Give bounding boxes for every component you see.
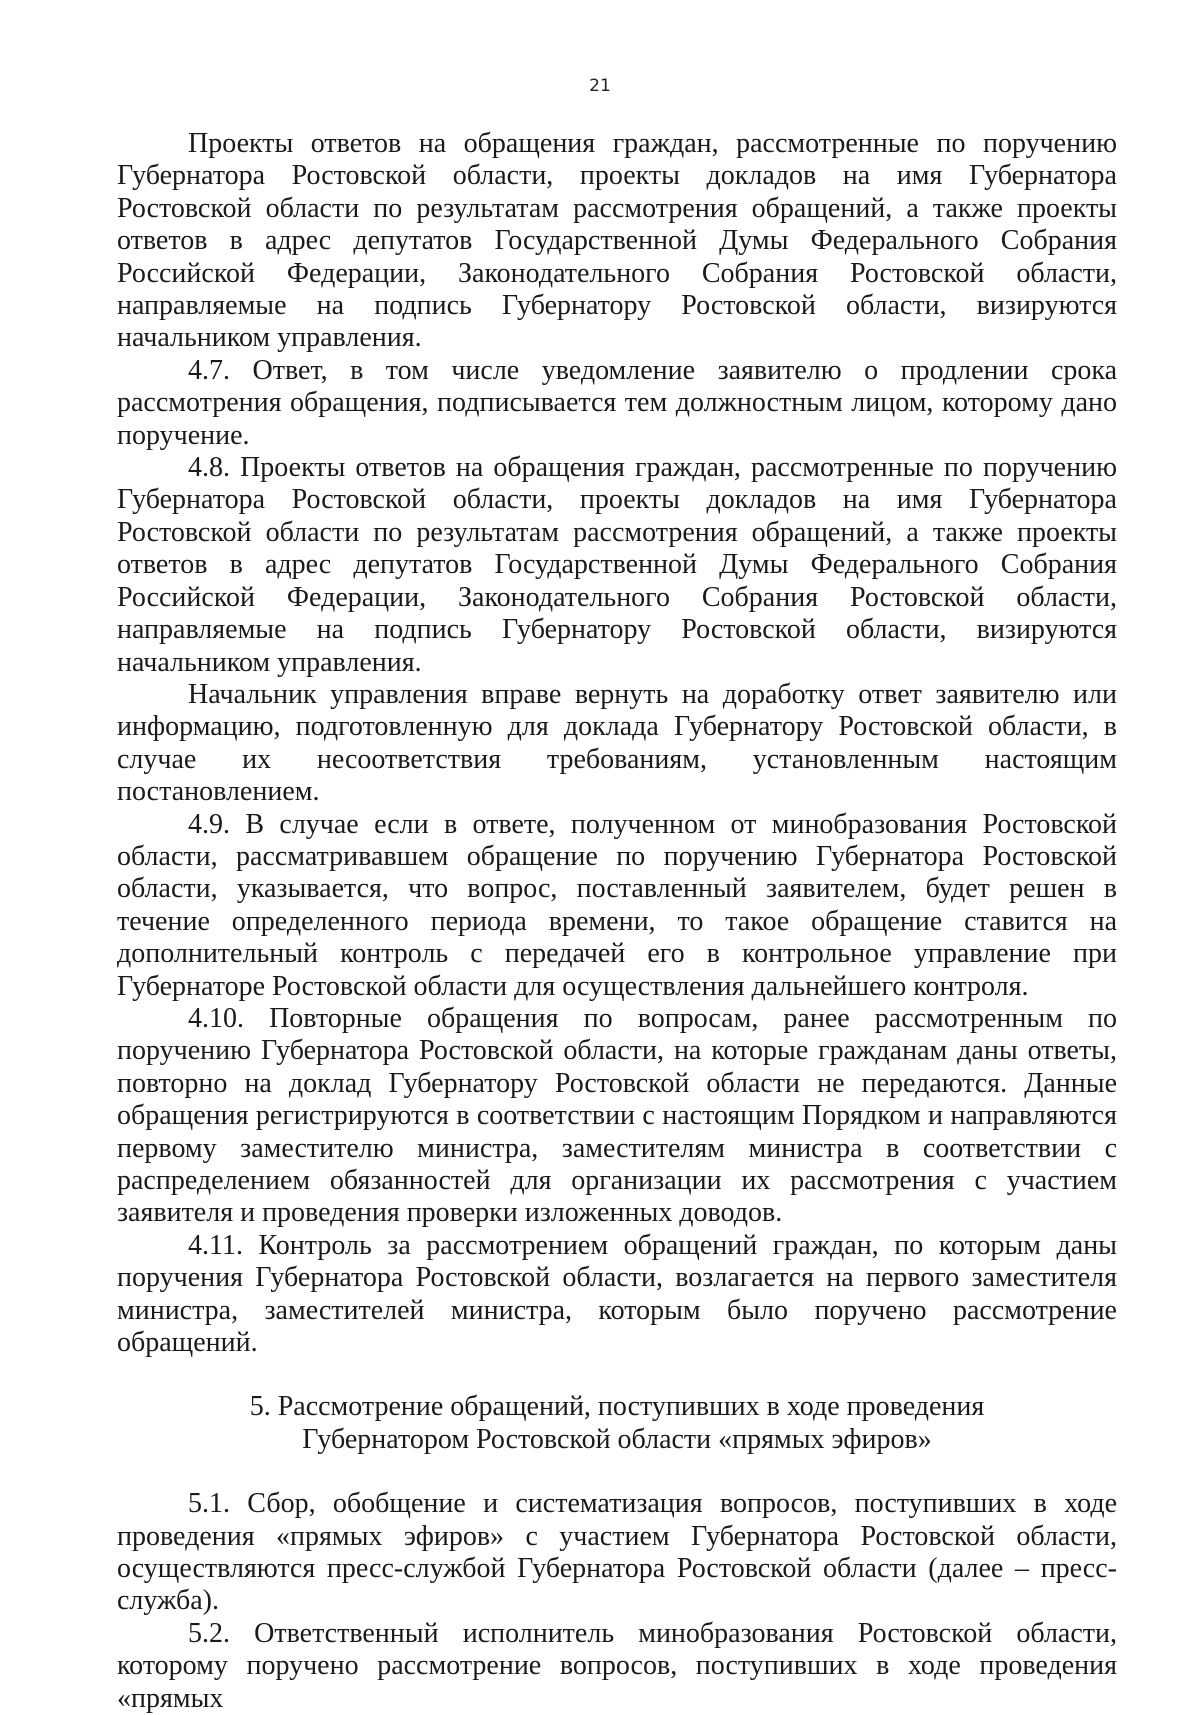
paragraph-4-11: 4.11. Контроль за рассмотрением обращений граждан, по которым даны поручения Губернатора Ростовской области, возлагается на первого заместителя министра, заместителей министра, которым было поручено рассмотрение обращений.	[117, 1229, 1117, 1359]
paragraph-4-10: 4.10. Повторные обращения по вопросам, ранее рассмотренным по поручению Губернатора Ростовской области, на которые гражданам даны ответы, повторно на доклад Губернатору Ростовской области не передаются. Данные обращения регистрируются в соответствии с настоящим Порядком и направляются первому заместителю министра, заместителям министра в соответствии с распределением обязанностей для организации их рассмотрения с участием заявителя и проведения проверки изложенных доводов.	[117, 1002, 1117, 1229]
page-number: 21	[589, 76, 611, 96]
paragraph-4-7: 4.7. Ответ, в том числе уведомление заявителю о продлении срока рассмотрения обращения, подписывается тем должностным лицом, которому дано поручение.	[117, 354, 1117, 451]
paragraph-visa-projects: Проекты ответов на обращения граждан, рассмотренные по поручению Губернатора Ростовской области, проекты докладов на имя Губернатора Ростовской области по результатам рассмотрения обращений, а также проекты ответов в адрес депутатов Государственной Думы Федерального Собрания Российской Федерации, Законодательного Собрания Ростовской области, направляемые на подпись Губернатору Ростовской области, визируются начальником управления.	[117, 128, 1117, 354]
paragraph-head-return: Начальник управления вправе вернуть на доработку ответ заявителю или информацию, подготовленную для доклада Губернатору Ростовской области, в случае их несоответствия требованиям, установленным настоящим постановлением.	[117, 678, 1117, 808]
section-heading-line-2: Губернатором Ростовской области «прямых эфиров»	[302, 1423, 932, 1455]
section-heading-line-1: 5. Рассмотрение обращений, поступивших в ходе проведения	[249, 1391, 985, 1423]
paragraph-5-1: 5.1. Сбор, обобщение и систематизация вопросов, поступивших в ходе проведения «прямых эфиров» с участием Губернатора Ростовской области, осуществляются пресс-службой Губернатора Ростовской области (далее – пресс-служба).	[117, 1488, 1117, 1617]
paragraph-4-8: 4.8. Проекты ответов на обращения граждан, рассмотренные по поручению Губернатора Ростовской области, проекты докладов на имя Губернатора Ростовской области по результатам рассмотрения обращений, а также проекты ответов в адрес депутатов Государственной Думы Федерального Собрания Российской Федерации, Законодательного Собрания Ростовской области, направляемые на подпись Губернатору Ростовской области, визируются начальником управления.	[117, 452, 1117, 678]
paragraph-4-9: 4.9. В случае если в ответе, полученном от минобразования Ростовской области, рассматривавшем обращение по поручению Губернатора Ростовской области, указывается, что вопрос, поставленный заявителем, будет решен в течение определенного периода времени, то такое обращение ставится на дополнительный контроль с передачей его в контрольное управление при Губернаторе Ростовской области для осуществления дальнейшего контроля.	[117, 808, 1117, 1002]
section-5-heading	[117, 1391, 1117, 1456]
document-body	[117, 128, 1117, 1715]
paragraph-5-2: 5.2. Ответственный исполнитель минобразования Ростовской области, которому поручено рассмотрение вопросов, поступивших в ходе проведения «прямых	[117, 1617, 1117, 1714]
